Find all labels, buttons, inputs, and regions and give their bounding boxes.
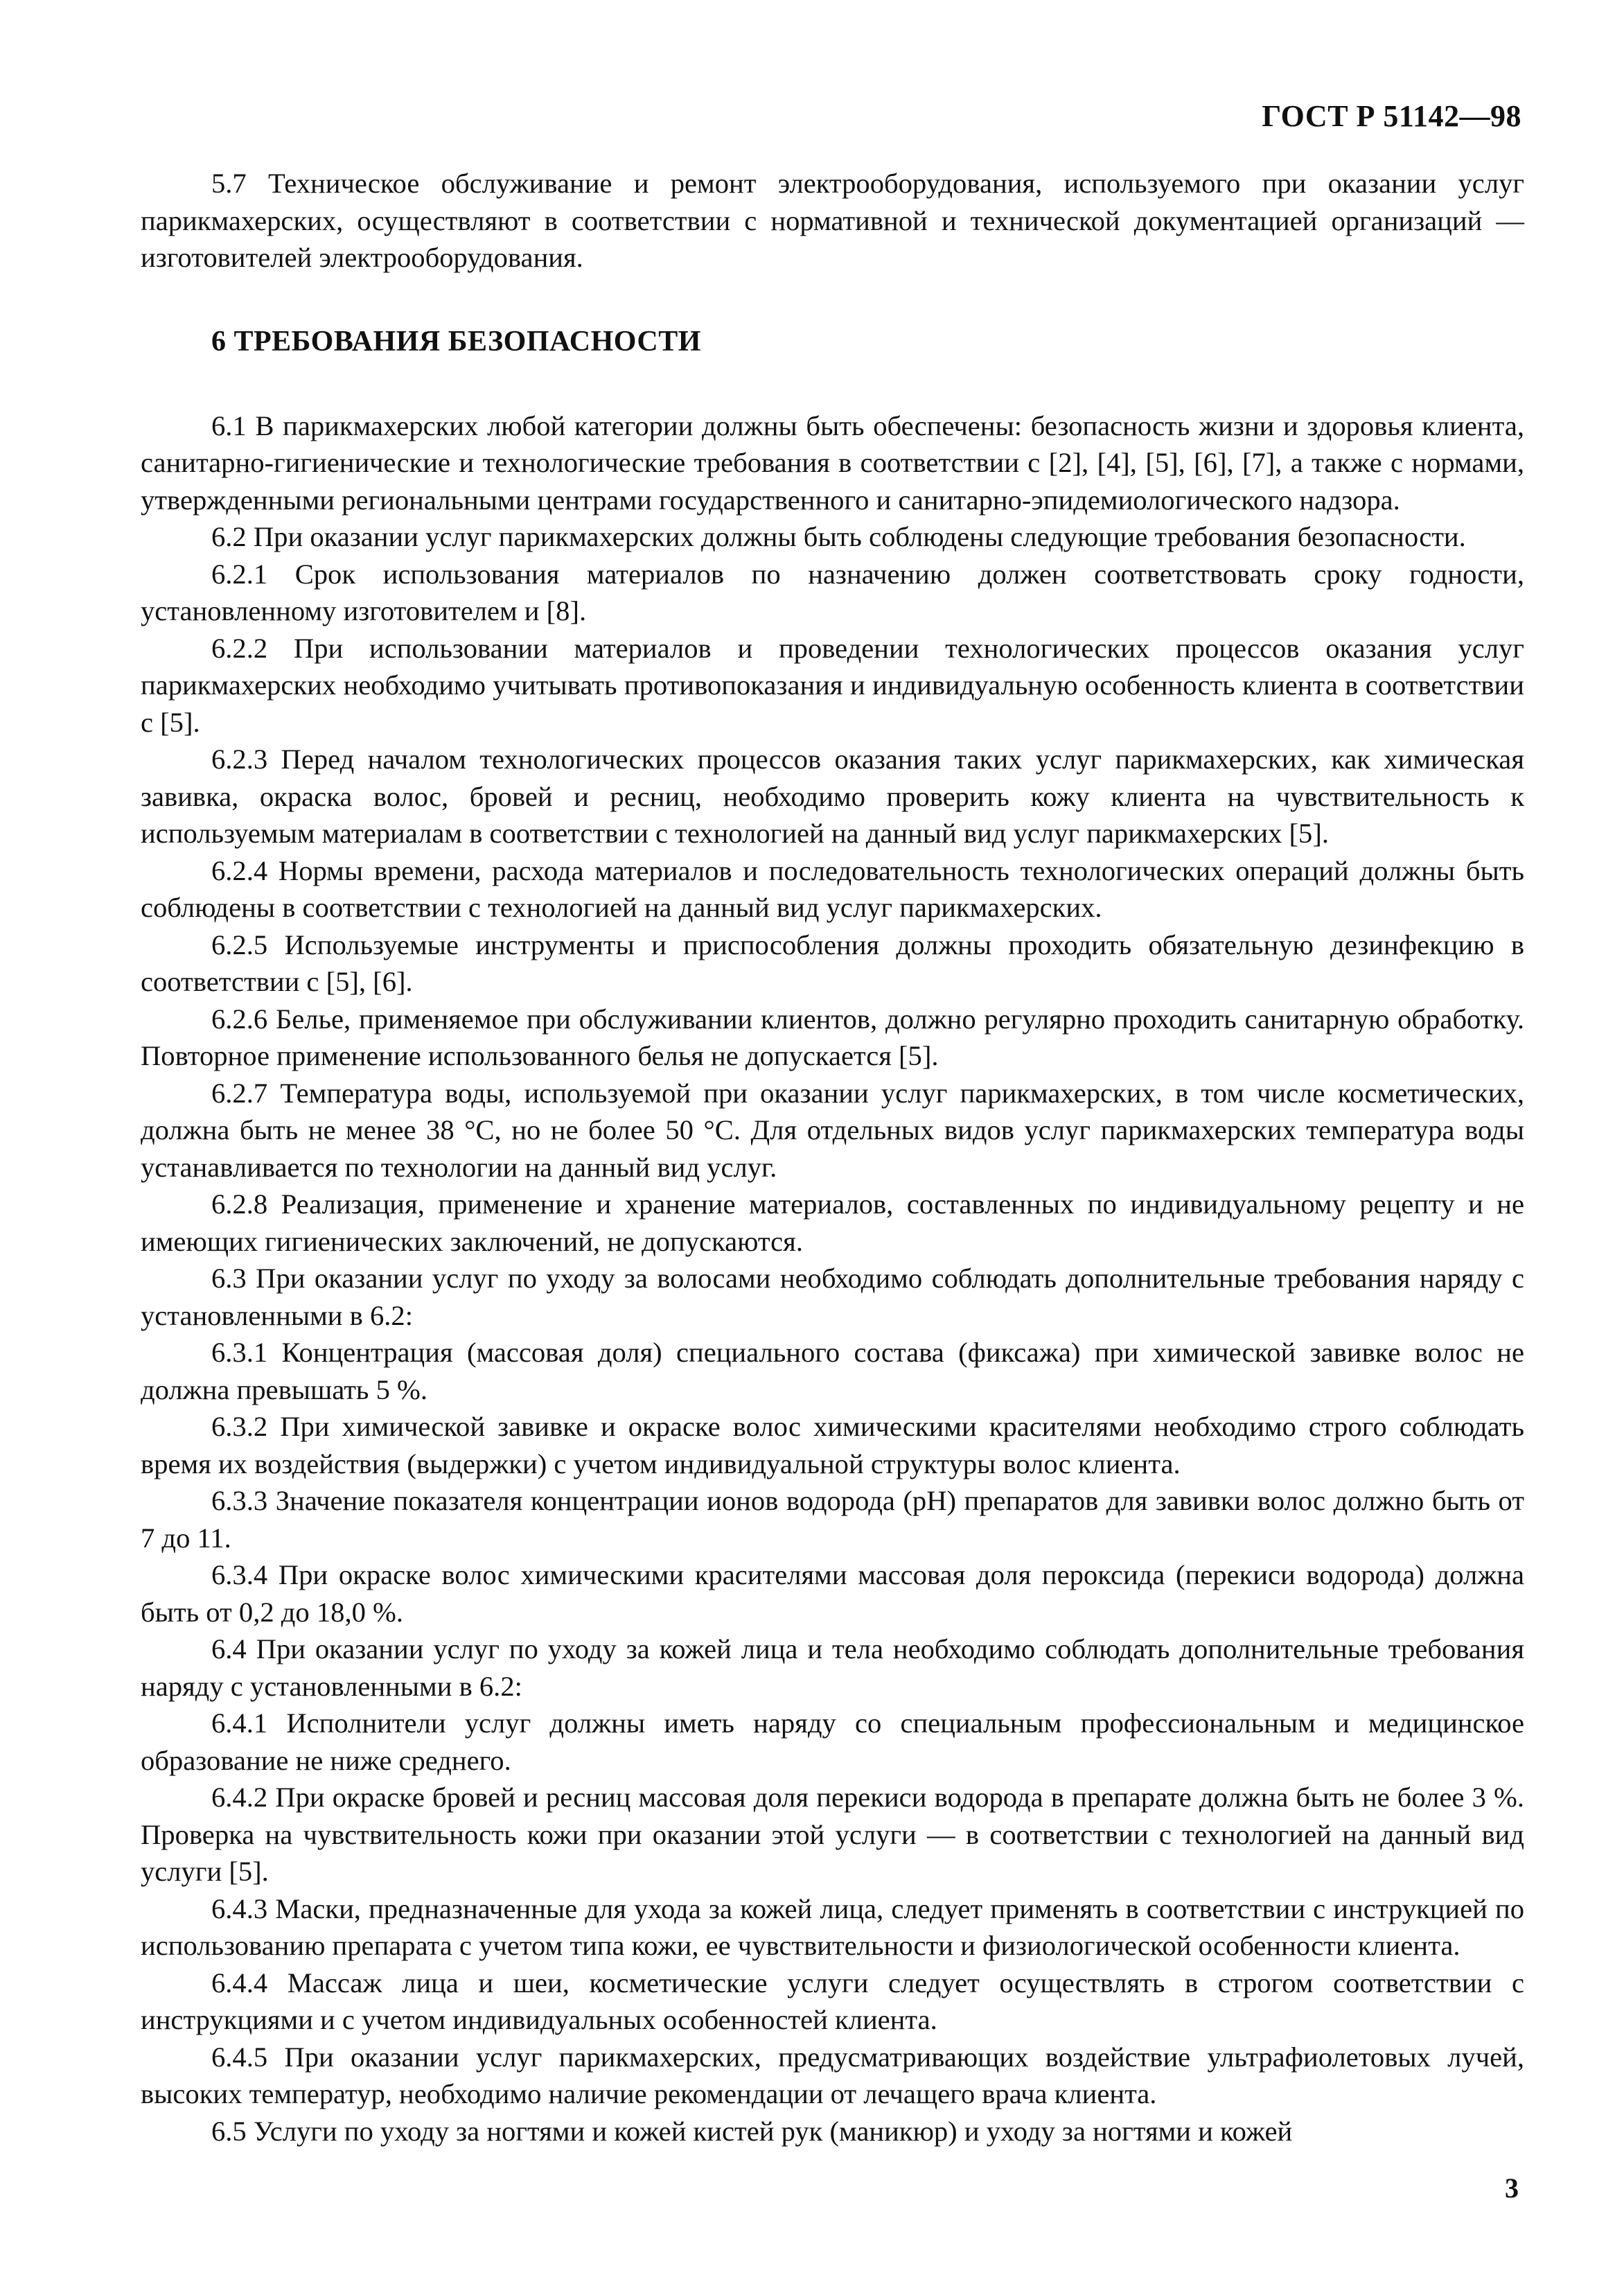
paragraph-6-2-5: 6.2.5 Используемые инструменты и приспособления должны проходить обязательную дезинфекцию в соответствии с [5], [6]. bbox=[141, 929, 1524, 997]
paragraph-6-5: 6.5 Услуги по уходу за ногтями и кожей кистей рук (маникюр) и уходу за ногтями и кожей bbox=[211, 2115, 1293, 2147]
paragraph-6-4: 6.4 При оказании услуг по уходу за кожей лица и тела необходимо соблюдать дополнительные требования наряду с установленными в 6.2: bbox=[141, 1633, 1524, 1702]
paragraph-6-2: 6.2 При оказании услуг парикмахерских должны быть соблюдены следующие требования безопасности. bbox=[211, 521, 1466, 552]
paragraph-6-4-2: 6.4.2 При окраске бровей и ресниц массовая доля перекиси водорода в препарате должна быть не более 3 %. Проверка на чувствительность кожи при оказании этой услуги — в соответствии с технологией на данный вид услуги [5]. bbox=[141, 1782, 1524, 1887]
paragraph-6-3-2: 6.3.2 При химической завивке и окраске волос химическими красителями необходимо строго соблюдать время их воздействия (выдержки) с учетом индивидуальной структуры волос клиента. bbox=[141, 1411, 1524, 1479]
paragraph-6-4-1: 6.4.1 Исполнители услуг должны иметь наряду со специальным профессиональным и медицинское образование не ниже среднего. bbox=[141, 1707, 1524, 1776]
paragraph-5-7: 5.7 Техническое обслуживание и ремонт электрооборудования, используемого при оказании услуг парикмахерских, осуществляют в соответствии с нормативной и технической документацией организаций — изготовителей электрооборудования. bbox=[141, 168, 1524, 273]
paragraph-6-3: 6.3 При оказании услуг по уходу за волосами необходимо соблюдать дополнительные требования наряду с установленными в 6.2: bbox=[141, 1263, 1524, 1331]
paragraph-6-4-5: 6.4.5 При оказании услуг парикмахерских, предусматривающих воздействие ультрафиолетовых лучей, высоких температур, необходимо наличие рекомендации от лечащего врача клиента. bbox=[141, 2041, 1524, 2109]
paragraph-6-3-4: 6.3.4 При окраске волос химическими красителями массовая доля пероксида (перекиси водорода) должна быть от 0,2 до 18,0 %. bbox=[141, 1559, 1524, 1628]
paragraph-6-2-2: 6.2.2 При использовании материалов и проведении технологических процессов оказания услуг парикмахерских необходимо учитывать противопоказания и индивидуальную особенность клиента в соответствии с [5]. bbox=[141, 632, 1524, 738]
document-body bbox=[141, 165, 1524, 2150]
paragraph-6-4-4: 6.4.4 Массаж лица и шеи, косметические услуги следует осуществлять в строгом соответствии с инструкциями и с учетом индивидуальных особенностей клиента. bbox=[141, 1967, 1524, 2035]
paragraph-6-2-7: 6.2.7 Температура воды, используемой при оказании услуг парикмахерских, в том числе косметических, должна быть не менее 38 °С, но не более 50 °С. Для отдельных видов услуг парикмахерских температура воды устанавливается по технологии на данный вид услуг. bbox=[141, 1077, 1524, 1183]
paragraph-6-2-3: 6.2.3 Перед началом технологических процессов оказания таких услуг парикмахерских, как химическая завивка, окраска волос, бровей и ресниц, необходимо проверить кожу клиента на чувствительность к используемым материалам в соответствии с технологией на данный вид услуг парикмахерских [5]. bbox=[141, 744, 1524, 849]
page-number: 3 bbox=[1505, 2172, 1519, 2204]
section-title: 6 ТРЕБОВАНИЯ БЕЗОПАСНОСТИ bbox=[211, 325, 701, 358]
document-header: ГОСТ Р 51142—98 bbox=[1262, 99, 1521, 133]
paragraph-6-2-6: 6.2.6 Белье, применяемое при обслуживании клиентов, должно регулярно проходить санитарную обработку. Повторное применение использованного белья не допускается [5]. bbox=[141, 1003, 1524, 1071]
paragraph-6-2-8: 6.2.8 Реализация, применение и хранение материалов, составленных по индивидуальному рецепту и не имеющих гигиенических заключений, не допускаются. bbox=[141, 1188, 1524, 1257]
paragraph-6-1: 6.1 В парикмахерских любой категории должны быть обеспечены: безопасность жизни и здоровья клиента, санитарно-гигиенические и технологические требования в соответствии с [2], [4], [5], [6], [7], а также с нормами, утвержденными региональными центрами государственного и санитарно-эпидемиологического надзора. bbox=[141, 410, 1524, 516]
paragraph-6-2-1: 6.2.1 Срок использования материалов по назначению должен соответствовать сроку годности, установленному изготовителем и [8]. bbox=[141, 558, 1524, 626]
paragraph-6-2-4: 6.2.4 Нормы времени, расхода материалов и последовательность технологических операций должны быть соблюдены в соответствии с технологией на данный вид услуг парикмахерских. bbox=[141, 854, 1524, 923]
paragraph-6-3-1: 6.3.1 Концентрация (массовая доля) специального состава (фиксажа) при химической завивке волос не должна превышать 5 %. bbox=[141, 1337, 1524, 1405]
paragraph-6-3-3: 6.3.3 Значение показателя концентрации ионов водорода (рН) препаратов для завивки волос должно быть от 7 до 11. bbox=[141, 1485, 1524, 1554]
paragraph-6-4-3: 6.4.3 Маски, предназначенные для ухода за кожей лица, следует применять в соответствии с инструкцией по использованию препарата с учетом типа кожи, ее чувствительности и физиологической особенности клиента. bbox=[141, 1892, 1524, 1961]
